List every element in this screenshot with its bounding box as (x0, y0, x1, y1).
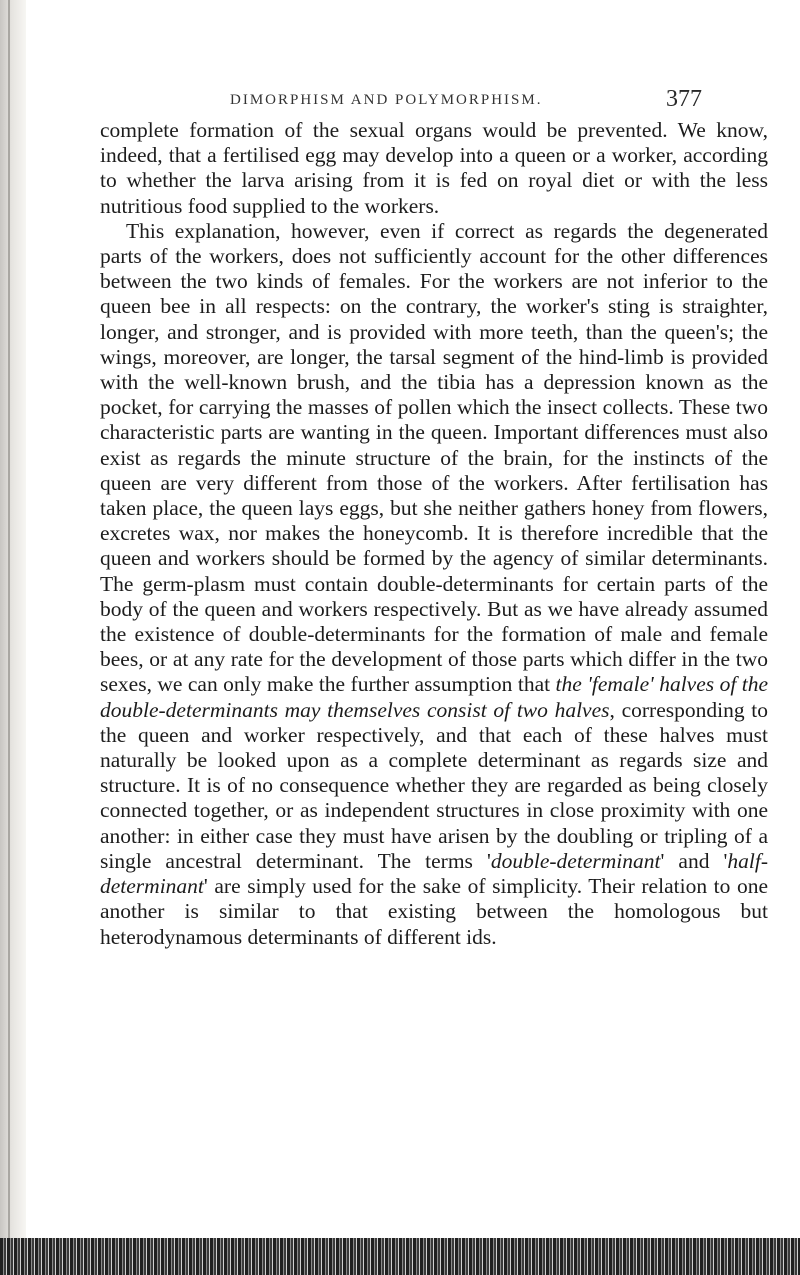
text-segment: This explanation, however, even if correct as regards the degenerated parts of the workers, does not sufficiently account for the other differences between the two kinds of females. For the workers are not inferior to the queen bee in all respects: on the contrary, the worker's sting is straighter, longer, and stronger, and is provided with more teeth, than the queen's; the wings, moreover, are longer, the tarsal segment of the hind-limb is provided with the well-known brush, and the tibia has a depression known as the pocket, for carrying the masses of pollen which the insect collects. These two characteristic parts are wanting in the queen. Important differences must also exist as regards the minute structure of the brain, for the instincts of the queen are very different from those of the workers. After fertilisation has taken place, the queen lays eggs, but she neither gathers honey from flowers, excretes wax, nor makes the honeycomb. It is therefore incredible that the queen and workers should be formed by the agency of similar determinants. The germ-plasm must contain double-determinants for certain parts of the body of the queen and workers respectively. But as we have already assumed the existence of double-determinants for the formation of male and female bees, or at any rate for the development of those parts which differ in the two sexes, we can only make the further assumption that (100, 218, 768, 697)
text-segment: ' and ' (660, 848, 728, 873)
text-segment: ' are simply used for the sake of simplicity. Their relation to one another is similar to that existing between the homologous but heterodynamous determinants of different ids. (100, 874, 768, 949)
page-edge-shadow (0, 0, 26, 1275)
italic-phrase: half-determinant (100, 848, 769, 899)
italic-phrase: the 'female' halves of the double-determinants may themselves consist of two halves (100, 672, 768, 722)
paragraph-2 (100, 219, 768, 950)
scan-bottom-border (0, 1238, 800, 1275)
paragraph-1 (100, 118, 768, 219)
running-title: DIMORPHISM AND POLYMORPHISM. (230, 92, 543, 108)
text-segment: complete formation of the sexual organs would be prevented. We know, indeed, that a fertilised egg may develop into a queen or a worker, according to whether the larva arising from it is fed on royal diet or with the less nutritious food supplied to the workers. (100, 118, 768, 218)
binding-line (8, 0, 10, 1275)
text-segment: , corresponding to the queen and worker respectively, and that each of these halves must naturally be looked upon as a complete determinant as regards size and structure. It is of no consequence whether they are regarded as being closely connected together, or as independent structures in close proximity with one another: in either case they must have arisen by the doubling or tripling of a single ancestral determinant. The terms ' (100, 697, 769, 873)
italic-phrase: double-determinant (490, 848, 661, 873)
body-text (100, 118, 768, 950)
page-number: 377 (666, 86, 702, 112)
